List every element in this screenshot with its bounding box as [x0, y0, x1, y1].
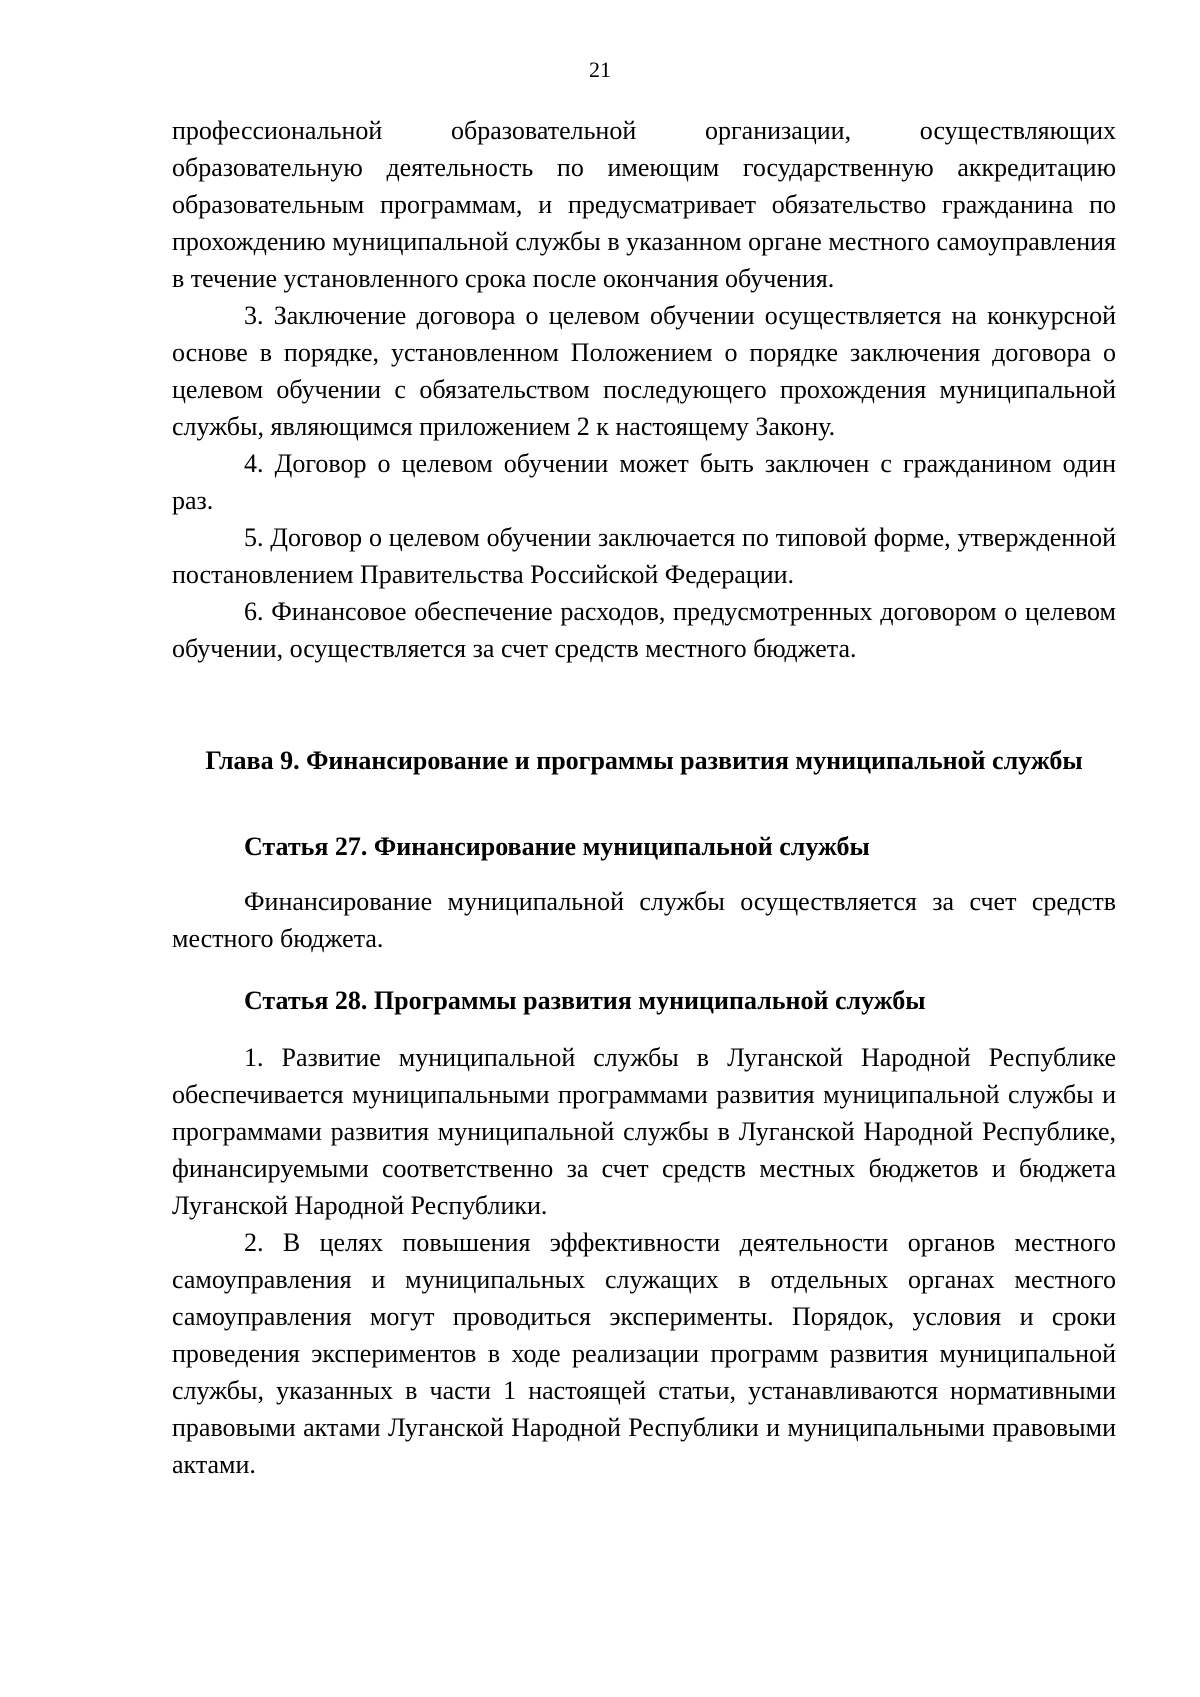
- paragraph-item-6: 6. Финансовое обеспечение расходов, предусмотренных договором о целевом обучении, осуществляется за счет средств местного бюджета.: [172, 597, 1116, 663]
- article-27-heading: Статья 27. Финансирование муниципальной службы: [244, 832, 870, 861]
- paragraph-item-5: 5. Договор о целевом обучении заключается по типовой форме, утвержденной постановлением Правительства Российской Федерации.: [172, 523, 1116, 589]
- article-28-paragraph-1: 1. Развитие муниципальной службы в Луганской Народной Республике обеспечивается муниципальными программами развития муниципальной службы и программами развития муниципальной службы в Луганской Народной Республике, финансируемыми соответственно за счет средств местных бюджетов и бюджета Луганской Народной Республики.: [172, 1043, 1116, 1220]
- document-body: [172, 112, 1116, 1483]
- page-number: 21: [589, 57, 611, 82]
- article-28-heading: Статья 28. Программы развития муниципальной службы: [244, 986, 926, 1015]
- article-28-paragraph-2: 2. В целях повышения эффективности деятельности органов местного самоуправления и муниципальных служащих в отдельных органах местного самоуправления могут проводиться эксперименты. Порядок, условия и сроки проведения экспериментов в ходе реализации программ развития муниципальной службы, указанных в части 1 настоящей статьи, устанавливаются нормативными правовыми актами Луганской Народной Республики и муниципальными правовыми актами.: [172, 1228, 1116, 1479]
- paragraph-item-3: 3. Заключение договора о целевом обучении осуществляется на конкурсной основе в порядке, установленном Положением о порядке заключения договора о целевом обучении с обязательством последующего прохождения муниципальной службы, являющимся приложением 2 к настоящему Закону.: [172, 301, 1116, 441]
- paragraph-continued: профессиональной образовательной организации, осуществляющих образовательную деятельность по имеющим государственную аккредитацию образовательным программам, и предусматривает обязательство гражданина по прохождению муниципальной службы в указанном органе местного самоуправления в течение установленного срока после окончания обучения.: [172, 116, 1116, 293]
- chapter-heading: Глава 9. Финансирование и программы развития муниципальной службы: [205, 746, 1083, 775]
- paragraph-item-4: 4. Договор о целевом обучении может быть заключен с гражданином один раз.: [172, 449, 1116, 515]
- article-27-text: Финансирование муниципальной службы осуществляется за счет средств местного бюджета.: [172, 887, 1116, 953]
